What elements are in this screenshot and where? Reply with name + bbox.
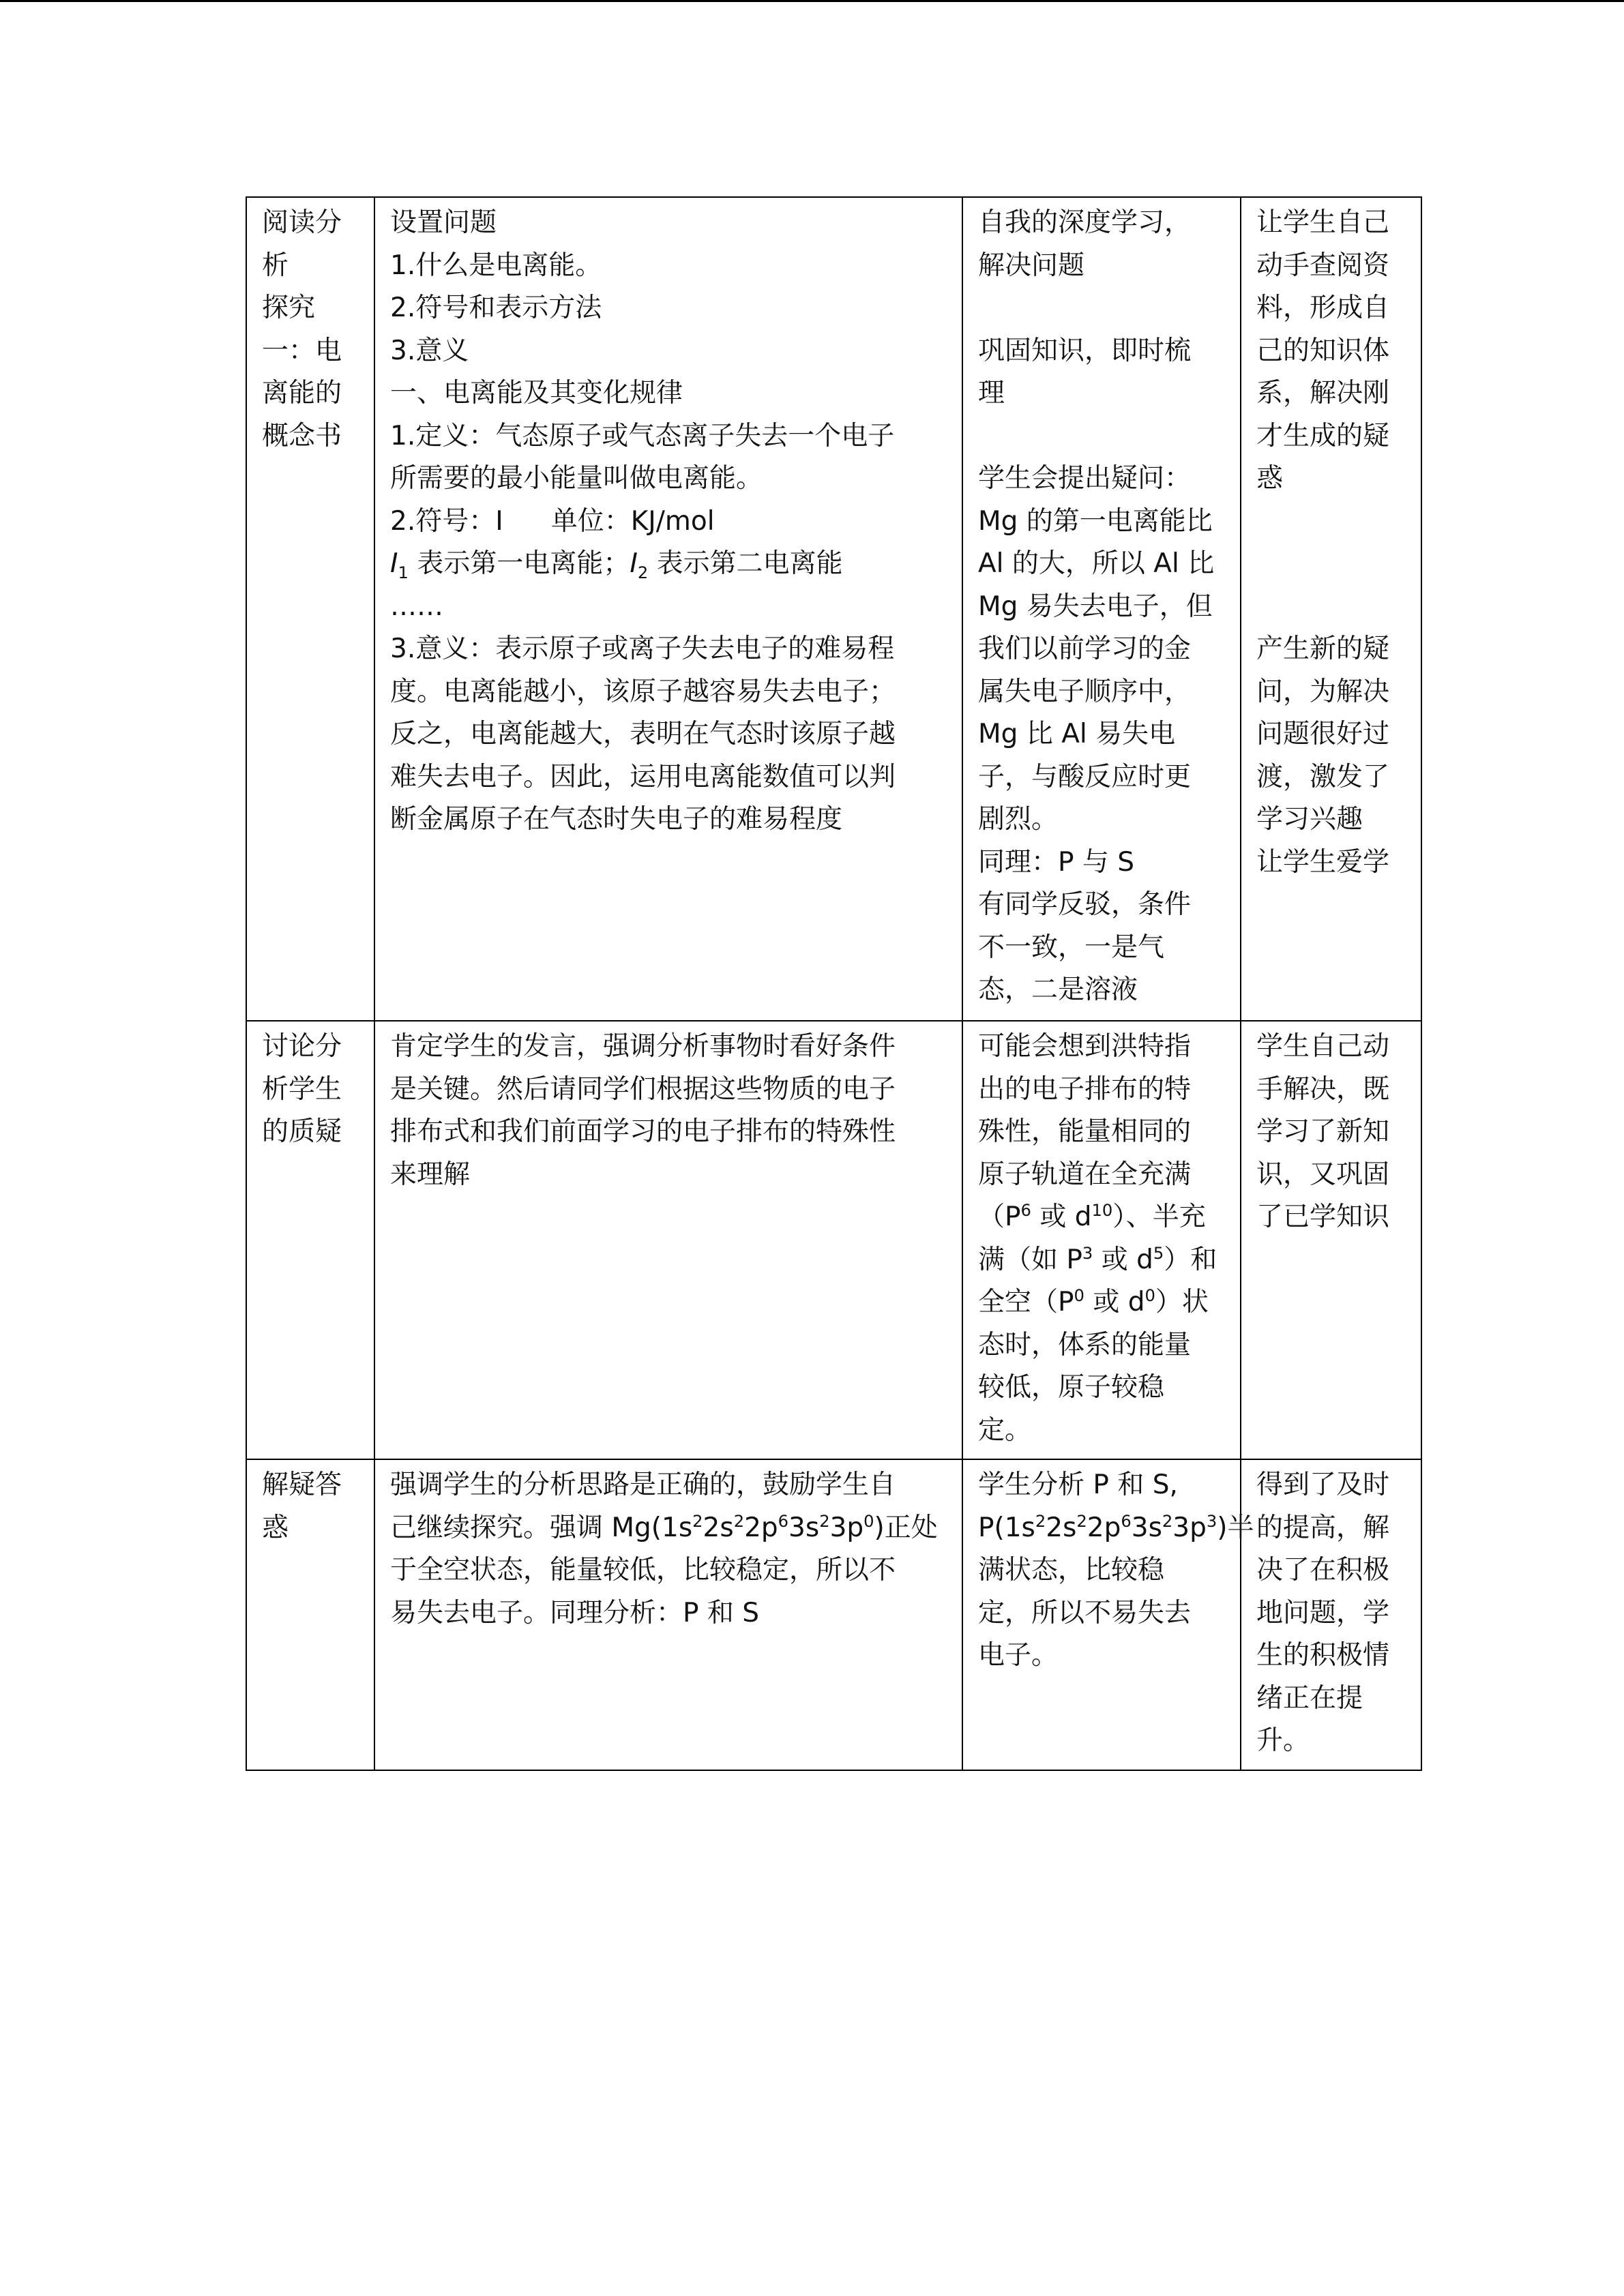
meaning-line: 3.意义：表示原子或离子失去电子的难易程 [390, 633, 895, 664]
text-run: 己继续探究。强调 Mg(1s [390, 1512, 693, 1543]
student-line: 定，所以不易失去 [978, 1597, 1192, 1628]
stage-line: 析 [262, 250, 289, 281]
text-run: 2s [1046, 1512, 1077, 1543]
student-line [978, 1239, 1230, 1282]
ionization-symbols-line [390, 543, 952, 586]
student-line: Al 的大，所以 Al 比 [978, 548, 1215, 579]
intent-line: 产生新的疑 [1256, 633, 1390, 664]
teacher-activity-cell [374, 197, 962, 1021]
student-line: 电子。 [978, 1640, 1059, 1671]
student-line: 自我的深度学习， [978, 207, 1192, 238]
intent-line: 问题很好过 [1256, 719, 1390, 749]
text-run: P(1s [978, 1512, 1035, 1543]
meaning-line: 反之，电离能越大，表明在气态时该原子越 [390, 719, 896, 749]
intent-line: 生的积极情 [1256, 1640, 1390, 1671]
text-run: 3p [829, 1512, 864, 1543]
text-run: 全空（P [978, 1287, 1074, 1317]
text-run: )正处 [874, 1512, 938, 1543]
student-line: 巩固知识，即时梳 [978, 335, 1192, 366]
teacher-line: 易失去电子。同理分析：P 和 S [390, 1597, 760, 1628]
page-top-border [0, 0, 1624, 2]
intent-line: 得到了及时 [1256, 1470, 1390, 1500]
intent-line: 学生自己动 [1256, 1031, 1390, 1062]
student-line [978, 1281, 1230, 1324]
student-line: 学生会提出疑问： [978, 463, 1192, 494]
unit-label: 单位：KJ/mol [550, 505, 715, 537]
meaning-line: 度。电离能越小，该原子越容易失去电子； [390, 676, 896, 707]
student-line: 满状态，比较稳 [978, 1555, 1165, 1585]
i1-text: 表示第一电离能； [417, 548, 630, 579]
text-run: 2p [1087, 1512, 1121, 1543]
question-item: 3.意义 [390, 335, 469, 366]
student-line: 态，二是溶液 [978, 974, 1138, 1005]
text-run: （P [978, 1202, 1021, 1232]
intent-line: 的提高，解 [1256, 1512, 1390, 1543]
text-run: 满（如 P [978, 1244, 1082, 1275]
student-activity-cell [962, 197, 1241, 1021]
superscript: 2 [1162, 1511, 1173, 1531]
design-intent-cell [1241, 197, 1421, 1021]
i2-text: 表示第二电离能 [656, 548, 843, 579]
intent-line: 绪正在提 [1256, 1682, 1363, 1714]
text-run: 2s [703, 1512, 734, 1543]
meaning-line: 难失去电子。因此，运用电离能数值可以判 [390, 761, 896, 792]
stage-cell [246, 1459, 374, 1770]
teacher-line [390, 1507, 952, 1550]
teacher-line: 于全空状态，能量较低，比较稳定，所以不 [390, 1555, 896, 1585]
stage-line: 的质疑 [262, 1116, 342, 1147]
stage-line: 探究 [262, 293, 316, 323]
table-row-answering [246, 1459, 1421, 1770]
superscript: 2 [733, 1511, 745, 1531]
section-heading: 一、电离能及其变化规律 [390, 378, 683, 408]
stage-line: 讨论分 [262, 1031, 342, 1062]
stage-line: 离能的 [262, 378, 342, 408]
ellipsis: …… [390, 591, 443, 622]
question-item: 1.什么是电离能。 [390, 250, 602, 281]
student-line: 解决问题 [978, 250, 1085, 281]
question-title: 设置问题 [390, 207, 497, 238]
symbol-label: 2.符号：I [390, 505, 503, 537]
student-line: 原子轨道在全充满 [978, 1159, 1192, 1190]
superscript: 5 [1153, 1243, 1164, 1263]
superscript: 6 [1121, 1511, 1132, 1531]
student-activity-cell [962, 1459, 1254, 1770]
student-line: 学生分析 P 和 S, [978, 1470, 1178, 1500]
stage-line: 概念书 [262, 420, 342, 451]
intent-line: 让学生自己 [1256, 207, 1390, 238]
intent-line: 己的知识体 [1256, 335, 1390, 366]
table-row-discussion [246, 1021, 1421, 1459]
superscript: 6 [1020, 1201, 1031, 1220]
stage-line: 解疑答 [262, 1470, 342, 1500]
i1-subscript: 1 [398, 563, 409, 582]
superscript: 2 [692, 1511, 703, 1531]
stage-cell [246, 197, 374, 1021]
student-line: Mg 比 Al 易失电 [978, 719, 1176, 749]
intent-line: 动手查阅资 [1256, 250, 1390, 281]
superscript: 3 [1206, 1511, 1217, 1531]
superscript: 10 [1091, 1201, 1113, 1220]
stage-line: 阅读分 [262, 207, 342, 238]
student-line: Mg 的第一电离能比 [978, 505, 1213, 537]
student-line: 我们以前学习的金 [978, 633, 1192, 664]
intent-line: 识，又巩固 [1256, 1159, 1390, 1190]
student-line: Mg 易失去电子，但 [978, 591, 1213, 622]
student-line [978, 1507, 1254, 1550]
student-line: 不一致，一是气 [978, 931, 1165, 963]
i1-symbol: I [390, 548, 398, 579]
student-activity-cell [962, 1021, 1241, 1459]
teacher-activity-cell [374, 1021, 962, 1459]
question-item: 2.符号和表示方法 [390, 293, 602, 323]
student-line: 有同学反驳，条件 [978, 889, 1192, 920]
teacher-line: 是关键。然后请同学们根据这些物质的电子 [390, 1073, 896, 1105]
student-line: 态时，体系的能量 [978, 1329, 1192, 1360]
lesson-plan-table [246, 196, 1422, 1771]
student-line: 殊性，能量相同的 [978, 1116, 1192, 1147]
text-run: 3s [788, 1512, 820, 1543]
intent-line: 渡，激发了 [1256, 761, 1390, 792]
intent-line: 升。 [1256, 1725, 1310, 1756]
teacher-line: 强调学生的分析思路是正确的，鼓励学生自 [390, 1470, 896, 1500]
text-run: 或 d [1093, 1244, 1153, 1275]
teacher-line: 来理解 [390, 1159, 471, 1190]
table-row-reading-analysis [246, 197, 1421, 1021]
superscript: 2 [1076, 1511, 1087, 1531]
superscript: 6 [778, 1511, 789, 1531]
superscript: 0 [1145, 1286, 1155, 1305]
student-line: 理 [978, 378, 1005, 408]
student-line: 定。 [978, 1414, 1032, 1446]
teacher-activity-cell [374, 1459, 962, 1770]
text-run: 3p [1172, 1512, 1207, 1543]
intent-line: 学习兴趣 [1256, 804, 1363, 835]
definition-line: 1.定义：气态原子或气态离子失去一个电子 [390, 420, 895, 451]
intent-line: 问，为解决 [1256, 676, 1390, 707]
student-line: 同理：P 与 S [978, 846, 1135, 878]
text-run: 3s [1131, 1512, 1162, 1543]
text-run: ）状 [1155, 1287, 1209, 1317]
text-run: 或 d [1084, 1287, 1145, 1317]
student-line: 出的电子排布的特 [978, 1073, 1192, 1105]
intent-line: 决了在积极 [1256, 1555, 1390, 1585]
student-line [978, 1196, 1230, 1239]
teacher-line: 排布式和我们前面学习的电子排布的特殊性 [390, 1116, 896, 1147]
stage-cell [246, 1021, 374, 1459]
text-run: ）、半充 [1112, 1202, 1206, 1232]
intent-line: 惑 [1256, 463, 1284, 494]
student-line: 可能会想到洪特指 [978, 1031, 1192, 1062]
intent-line: 料，形成自 [1256, 293, 1390, 323]
design-intent-cell [1241, 1021, 1421, 1459]
intent-line: 学习了新知 [1256, 1116, 1390, 1147]
stage-line: 一：电 [262, 335, 342, 366]
superscript: 0 [1074, 1286, 1084, 1305]
design-intent-cell [1241, 1459, 1421, 1770]
text-run: )半 [1217, 1512, 1254, 1543]
intent-line: 了已学知识 [1256, 1202, 1390, 1232]
teacher-line: 肯定学生的发言，强调分析事物时看好条件 [390, 1031, 896, 1062]
intent-line: 手解决，既 [1256, 1073, 1390, 1105]
meaning-line: 断金属原子在气态时失电子的难易程度 [390, 804, 843, 835]
intent-line: 才生成的疑 [1256, 420, 1390, 451]
text-run: 或 d [1031, 1202, 1092, 1232]
i2-subscript: 2 [637, 563, 649, 582]
intent-line: 地问题，学 [1256, 1597, 1390, 1628]
superscript: 2 [1035, 1511, 1046, 1531]
superscript: 3 [1082, 1243, 1093, 1263]
student-line: 子，与酸反应时更 [978, 761, 1192, 792]
superscript: 2 [819, 1511, 830, 1531]
superscript: 0 [863, 1511, 874, 1531]
text-run: 2p [744, 1512, 778, 1543]
stage-line: 析学生 [262, 1073, 342, 1105]
intent-line: 系，解决刚 [1256, 378, 1390, 408]
student-line: 属失电子顺序中， [978, 676, 1192, 707]
text-run: ）和 [1164, 1244, 1217, 1275]
definition-line: 所需要的最小能量叫做电离能。 [390, 463, 763, 494]
intent-line: 让学生爱学 [1256, 846, 1390, 878]
stage-line: 惑 [262, 1512, 289, 1543]
symbol-line [390, 501, 952, 543]
student-line: 较低，原子较稳 [978, 1372, 1165, 1403]
i2-symbol: I [630, 548, 638, 579]
student-line: 剧烈。 [978, 804, 1059, 835]
